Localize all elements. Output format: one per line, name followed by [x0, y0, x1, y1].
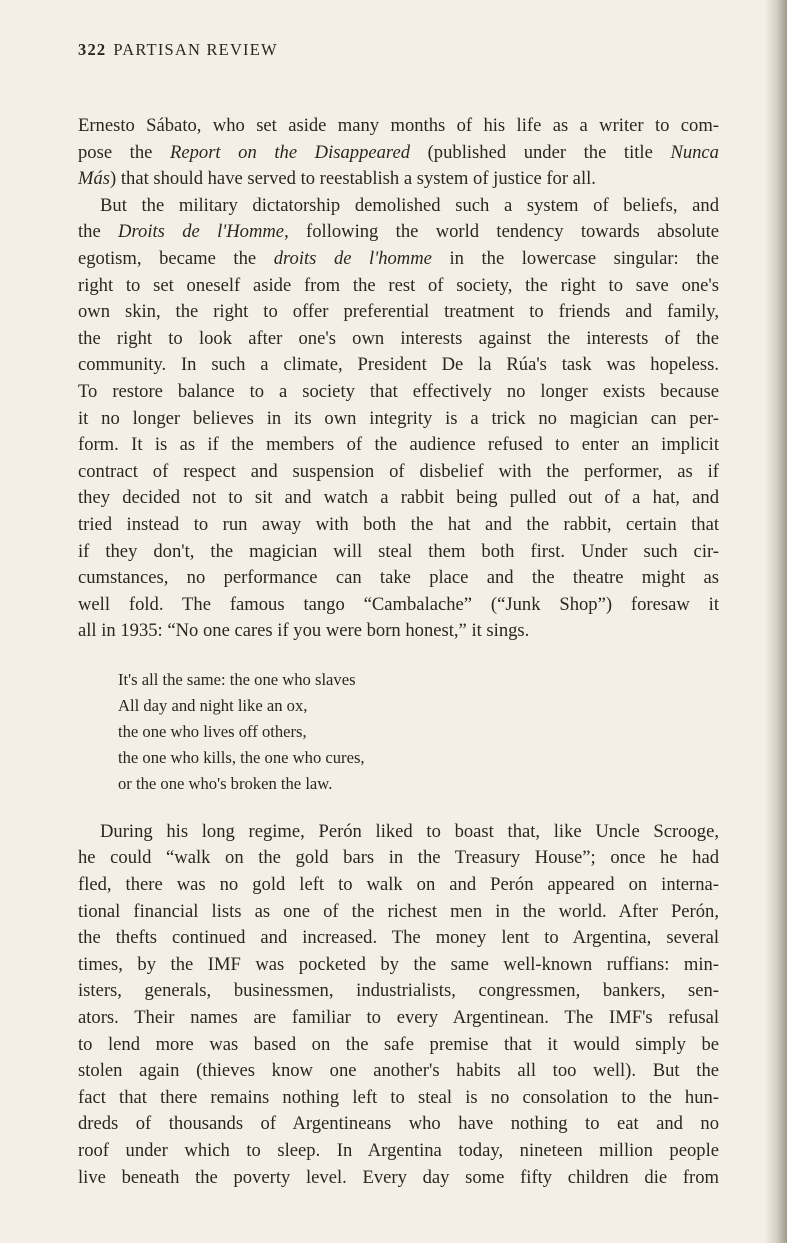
text-line: it no longer believes in its own integrity is a trick no magician can per- — [78, 407, 719, 429]
text-line: he could “walk on the gold bars in the Treasury House”; once he had — [78, 847, 719, 869]
text-line: right to set oneself aside from the rest of society, the right to save one's — [78, 274, 719, 296]
text-line: tried instead to run away with both the hat and the rabbit, certain that — [78, 513, 719, 535]
text-line: fled, there was no gold left to walk on and Perón appeared on interna- — [78, 874, 719, 896]
verse-line: or the one who's broken the law. — [118, 773, 333, 793]
text-line: the Droits de l'Homme, following the world tendency towards absolute — [78, 221, 719, 243]
text-line: if they don't, the magician will steal them both first. Under such cir- — [78, 540, 719, 562]
text-line: all in 1935: “No one cares if you were born honest,” it sings. — [78, 620, 530, 642]
text-line: the thefts continued and increased. The money lent to Argentina, several — [78, 927, 719, 949]
paragraph-1 — [78, 113, 719, 193]
text-line: During his long regime, Perón liked to boast that, like Uncle Scrooge, — [100, 820, 719, 842]
text-line: stolen again (thieves know one another's habits all too well). But the — [78, 1060, 719, 1082]
body-text — [78, 113, 719, 1191]
text-line: times, by the IMF was pocketed by the same well-known ruffians: min- — [78, 953, 719, 975]
text-line: fact that there remains nothing left to steal is no consolation to the hun- — [78, 1086, 719, 1108]
paragraph-2 — [78, 193, 719, 645]
text-line: dreds of thousands of Argentineans who have nothing to eat and no — [78, 1113, 719, 1135]
text-line: tional financial lists as one of the richest men in the world. After Perón, — [78, 900, 719, 922]
text-line: isters, generals, businessmen, industrialists, congressmen, bankers, sen- — [78, 980, 719, 1002]
running-head — [78, 40, 278, 60]
text-line: form. It is as if the members of the audience refused to enter an implicit — [78, 434, 719, 456]
text-line: But the military dictatorship demolished such a system of beliefs, and — [100, 194, 719, 216]
text-line: community. In such a climate, President De la Rúa's task was hopeless. — [78, 354, 719, 376]
page-number: 322 — [78, 40, 107, 59]
tango-verse — [118, 667, 719, 797]
text-line: pose the Report on the Disappeared (published under the title Nunca — [78, 141, 719, 163]
text-line: To restore balance to a society that effectively no longer exists because — [78, 380, 719, 402]
text-line: own skin, the right to offer preferential treatment to friends and family, — [78, 301, 719, 323]
text-line: live beneath the poverty level. Every day some fifty children die from — [78, 1166, 719, 1188]
text-line: contract of respect and suspension of disbelief with the performer, as if — [78, 460, 719, 482]
text-line: cumstances, no performance can take place and the theatre might as — [78, 567, 719, 589]
verse-line: the one who lives off others, — [118, 721, 307, 741]
text-line: egotism, became the droits de l'homme in the lowercase singular: the — [78, 247, 719, 269]
verse-line: All day and night like an ox, — [118, 695, 308, 715]
paragraph-3 — [78, 819, 719, 1191]
text-line: they decided not to sit and watch a rabbit being pulled out of a hat, and — [78, 487, 719, 509]
text-line: to lend more was based on the safe premise that it would simply be — [78, 1033, 719, 1055]
text-line: well fold. The famous tango “Cambalache” (“Junk Shop”) foresaw it — [78, 593, 719, 615]
text-line: Más) that should have served to reestablish a system of justice for all. — [78, 168, 596, 190]
page-edge-shadow — [765, 0, 787, 1243]
verse-line: the one who kills, the one who cures, — [118, 747, 365, 767]
text-line: ators. Their names are familiar to every Argentinean. The IMF's refusal — [78, 1007, 719, 1029]
text-line: roof under which to sleep. In Argentina today, nineteen million people — [78, 1140, 719, 1161]
journal-title: PARTISAN REVIEW — [113, 40, 278, 59]
verse-line: It's all the same: the one who slaves — [118, 669, 356, 689]
text-line: Ernesto Sábato, who set aside many months of his life as a writer to com- — [78, 115, 719, 136]
text-line: the right to look after one's own interests against the interests of the — [78, 327, 719, 349]
